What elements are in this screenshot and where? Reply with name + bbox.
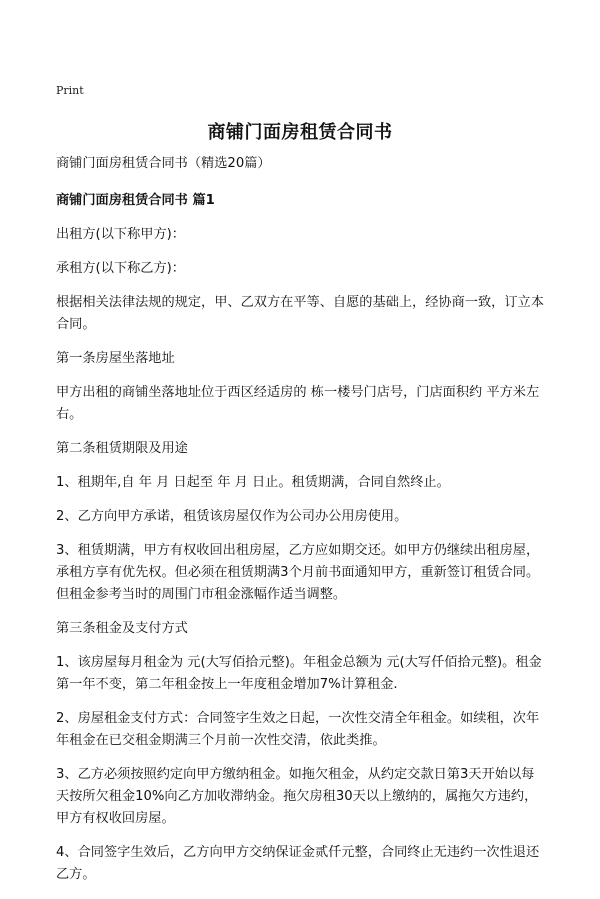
article-1-text: 甲方出租的商铺坐落地址位于西区经适房的 栋一楼号门店号，门店面积约 平方米左右。: [56, 385, 540, 422]
article-1-heading: 第一条房屋坐落地址: [56, 351, 175, 366]
document-subtitle: 商铺门面房租赁合同书（精选20篇）: [56, 156, 271, 171]
section-heading-part1: 商铺门面房租赁合同书 篇1: [56, 193, 215, 208]
article-3-heading: 第三条租金及支付方式: [56, 621, 188, 636]
article-3-item-4: 4、合同签字生效后，乙方向甲方交纳保证金贰仟元整，合同终止无违约一次性退还乙方。: [56, 845, 540, 882]
article-2-heading: 第二条租赁期限及用途: [56, 441, 188, 456]
article-2-item-2: 2、乙方向甲方承诺，租赁该房屋仅作为公司办公用房使用。: [56, 509, 408, 524]
article-3-item-3: 3、乙方必须按照约定向甲方缴纳租金。如拖欠租金，从约定交款日第3天开始以每天按所欠租金10%向乙方加收滞纳金。拖欠房租30天以上缴纳的，属拖欠方违约，甲方有权收回房屋。: [56, 767, 538, 826]
article-3-item-2: 2、房屋租金支付方式：合同签字生效之日起，一次性交清全年租金。如续租，次年年租金在已交租金期满三个月前一次性交清，依此类推。: [56, 711, 540, 748]
document-body: [56, 153, 546, 898]
article-3-item-1: 1、该房屋每月租金为 元(大写佰拾元整)。年租金总额为 元(大写仟佰拾元整)。租金第一年不变，第二年租金按上一年度租金增加7%计算租金.: [56, 655, 542, 692]
document-title: 商铺门面房租赁合同书: [207, 122, 393, 143]
lessee-line: 承租方(以下称乙方)：: [56, 261, 185, 276]
print-label: Print: [56, 84, 84, 97]
article-2-item-3: 3、租赁期满，甲方有权收回出租房屋，乙方应如期交还。如甲方仍继续出租房屋，承租方享有优先权。但必须在租赁期满3个月前书面通知甲方，重新签订租赁合同。但租金参考当时的周围门市租金涨幅作适当调整。: [56, 543, 540, 602]
preamble-paragraph: 根据相关法律法规的规定，甲、乙双方在平等、自愿的基础上，经协商一致，订立本合同。: [56, 295, 544, 332]
article-2-item-1: 1、租期年,自 年 月 日起至 年 月 日止。租赁期满，合同自然终止。: [56, 475, 450, 490]
lessor-line: 出租方(以下称甲方)：: [56, 227, 185, 242]
